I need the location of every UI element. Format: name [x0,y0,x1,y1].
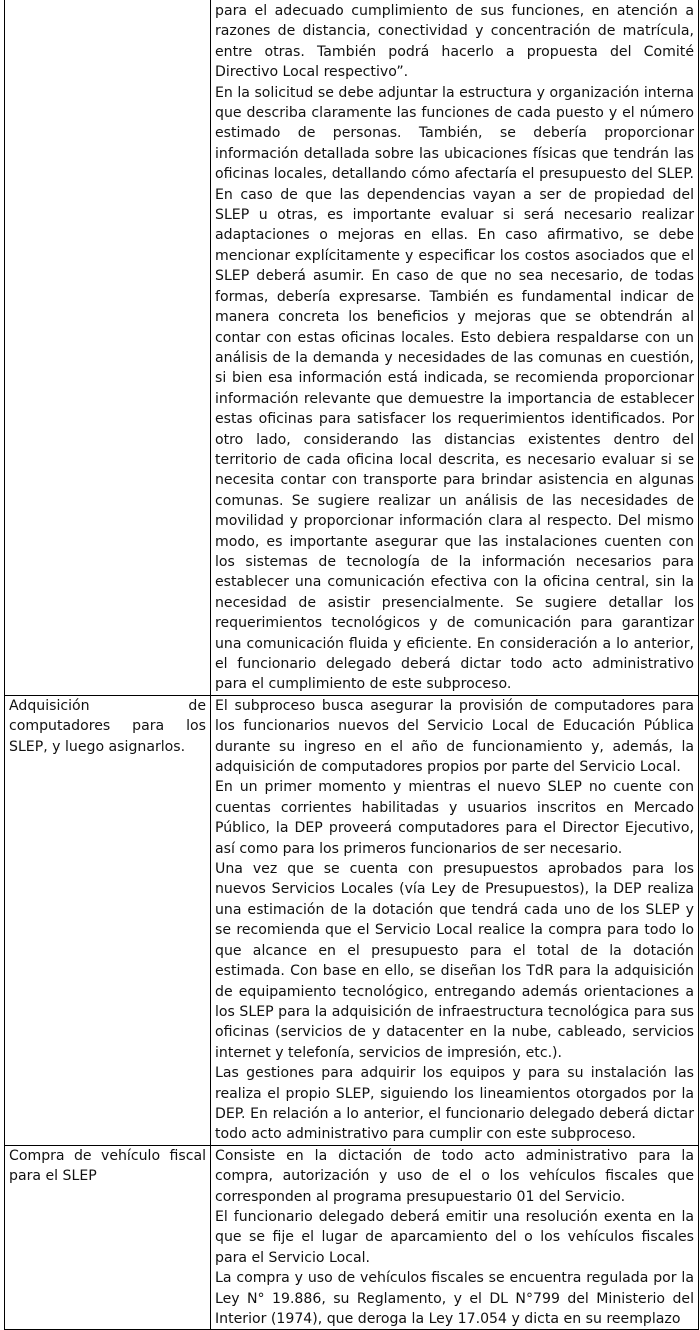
description-paragraph: El funcionario delegado deberá emitir una resolución exenta en la que se fije el lugar de aparcamiento del o los vehículos fiscales para el Servicio Local. [215,1208,694,1266]
table-row [5,695,699,1145]
subprocess-name: Adquisición de computadores para los SLEP, y luego asignarlos. [9,697,206,755]
description-paragraph: Una vez que se cuenta con presupuestos aprobados para los nuevos Servicios Locales (vía Ley de Presupuestos), la DEP realiza una estimación de la dotación que tendrá cada uno de los SLEP y se recomienda que el Servicio Local realice la compra para todo lo que alcance en el presupuesto para el total de la dotación estimada. Con base en ello, se diseñan los TdR para la adquisición de equipamiento tecnológico, entregando además orientaciones a los SLEP para la adquisición de infraestructura tecnológica para sus oficinas (servicios de y datacenter en la nube, cableado, servicios internet y telefonía, servicios de impresión, etc.). [215,861,694,1061]
subprocess-description-cell [211,1145,699,1330]
subprocess-name-cell [5,695,211,1145]
subprocess-name: Compra de vehículo fiscal para el SLEP [9,1147,206,1185]
subprocess-description-cell [211,0,699,695]
subprocess-table [4,0,699,1330]
description-paragraph: para el adecuado cumplimiento de sus funciones, en atención a razones de distancia, conectividad y concentración de matrícula, entre otras. También podrá hacerlo a propuesta del Comité Directivo Local respectivo”. [215,3,694,81]
description-paragraph: En la solicitud se debe adjuntar la estructura y organización interna que describa claramente las funciones de cada puesto y el número estimado de personas. También, se debería proporcionar información detallada sobre las ubicaciones físicas que tendrán las oficinas locales, detallando cómo afectaría el presupuesto del SLEP. En caso de que las dependencias vayan a ser de propiedad del SLEP u otras, es importante evaluar si será necesario realizar adaptaciones o mejoras en ellas. En caso afirmativo, se debe mencionar explícitamente y especificar los costos asociados que el SLEP deberá asumir. En caso de que no sea necesario, de todas formas, debería expresarse. También es fundamental indicar de manera concreta los beneficios y mejoras que se obtendrán al contar con estas oficinas locales. Esto debiera respaldarse con un análisis de la demanda y necesidades de las comunas en cuestión, si bien esa información está indicada, se recomienda proporcionar información relevante que demuestre la importancia de establecer estas oficinas para satisfacer los requerimientos identificados. Por otro lado, considerando las distancias existentes dentro del territorio de cada oficina local descrita, es necesario evaluar si se necesita contar con transporte para brindar asistencia en algunas comunas. Se sugiere realizar un análisis de las necesidades de movilidad y proporcionar información clara al respecto. Del mismo modo, es importante asegurar que las instalaciones cuenten con los sistemas de tecnología de la información necesarios para establecer una comunicación efectiva con la oficina central, sin la necesidad de asistir presencialmente. Se sugiere detallar los requerimientos tecnológicos y de comunicación para garantizar una comunicación fluida y eficiente. En consideración a lo anterior, el funcionario delegado deberá dictar todo acto administrativo para el cumplimiento de este subproceso. [215,84,694,693]
description-paragraph: Las gestiones para adquirir los equipos y para su instalación las realiza el propio SLEP, siguiendo los lineamientos otorgados por la DEP. En relación a lo anterior, el funcionario delegado deberá dictar todo acto administrativo para cumplir con este subproceso. [215,1065,694,1143]
subprocess-name-cell [5,0,211,695]
table-row [5,1145,699,1330]
subprocess-name-cell [5,1145,211,1330]
description-paragraph: En un primer momento y mientras el nuevo SLEP no cuente con cuentas corrientes habilitadas y usuarios inscritos en Mercado Público, la DEP proveerá computadores para el Director Ejecutivo, así como para los primeros funcionarios de ser necesario. [215,779,694,857]
description-paragraph: Consiste en la dictación de todo acto administrativo para la compra, autorización y uso de el o los vehículos fiscales que corresponden al programa presupuestario 01 del Servicio. [215,1147,694,1205]
table-body [5,0,699,1330]
description-paragraph: El subproceso busca asegurar la provisión de computadores para los funcionarios nuevos del Servicio Local de Educación Pública durante su ingreso en el año de funcionamiento y, además, la adquisición de computadores propios por parte del Servicio Local. [215,697,694,776]
description-paragraph: La compra y uso de vehículos fiscales se encuentra regulada por la Ley N° 19.886, su Reglamento, y el DL N°799 del Ministerio del Interior (1974), que deroga la Ley 17.054 y dicta en su reemplazo [215,1270,694,1327]
table-row [5,0,699,695]
subprocess-description-cell [211,695,699,1145]
